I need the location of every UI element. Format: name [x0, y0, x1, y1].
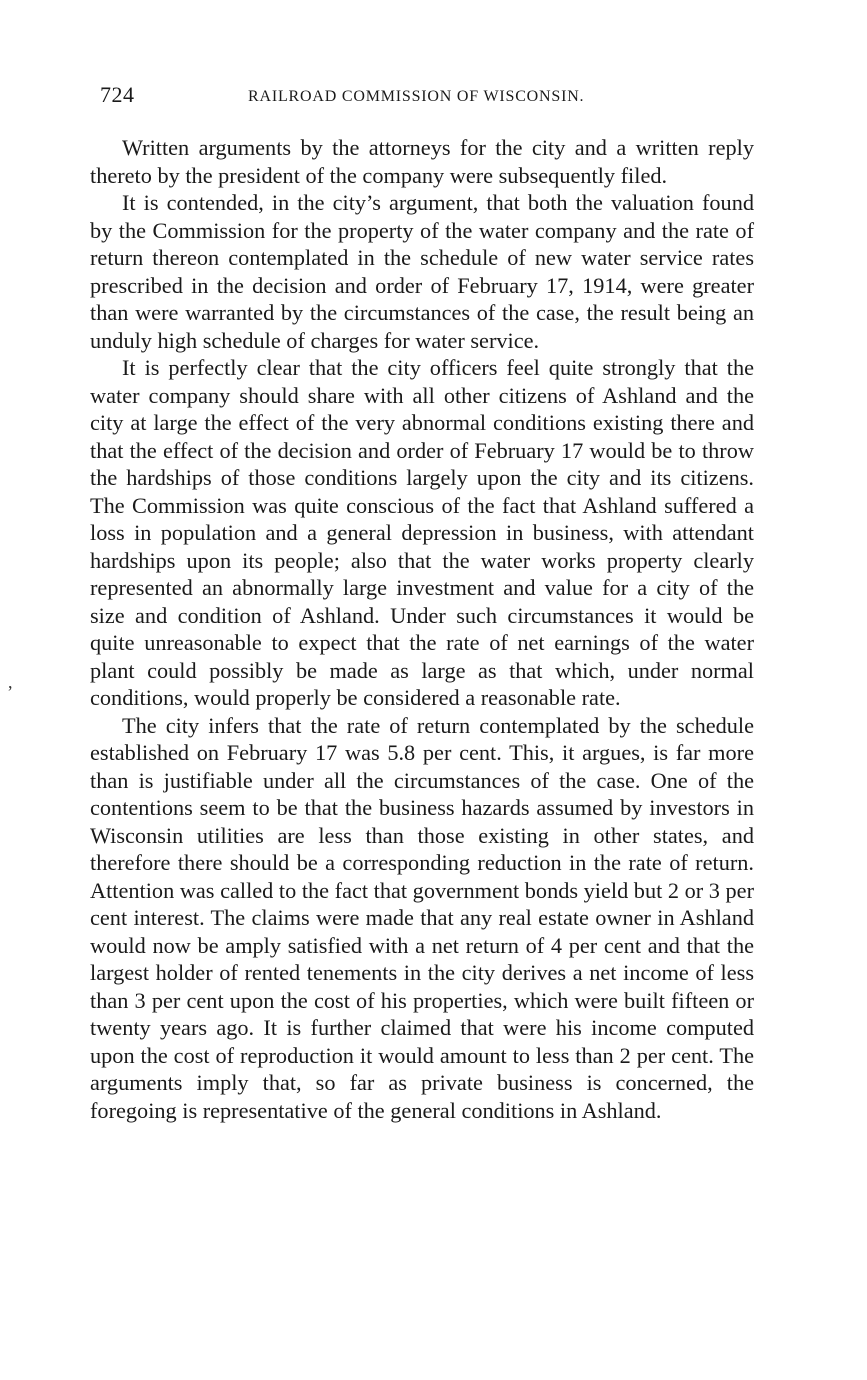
margin-mark: , — [8, 672, 13, 692]
page-header — [100, 82, 752, 112]
running-head: RAILROAD COMMISSION OF WISCONSIN. — [248, 88, 585, 105]
paragraph-2: It is contended, in the city’s argument, that both the valuation found by the Commission for the property of the water company and the rate of return thereon contemplated in the schedule of new water service rates prescribed in the decision and order of February 17, 1914, were greater than were warranted by the circumstances of the case, the result being an unduly high schedule of charges for water service. — [90, 190, 754, 353]
body-text — [90, 134, 754, 1124]
page-number: 724 — [100, 82, 135, 107]
paragraph-4: The city infers that the rate of return contemplated by the schedule established on February 17 was 5.8 per cent. This, it argues, is far more than is justifiable under all the circumstances of the case. One of the contentions seem to be that the business hazards assumed by investors in Wisconsin utilities are less than those existing in other states, and therefore there should be a corresponding reduction in the rate of return. Attention was called to the fact that government bonds yield but 2 or 3 per cent interest. The claims were made that any real estate owner in Ashland would now be amply satisfied with a net return of 4 per cent and that the largest holder of rented tenements in the city derives a net income of less than 3 per cent upon the cost of his properties, which were built fifteen or twenty years ago. It is further claimed that were his income computed upon the cost of reproduction it would amount to less than 2 per cent. The arguments imply that, so far as private business is concerned, the foregoing is representative of the general conditions in Ashland. — [90, 712, 754, 1123]
paragraph-3: It is perfectly clear that the city officers feel quite strongly that the water company should share with all other citizens of Ashland and the city at large the effect of the very abnormal conditions existing there and that the effect of the decision and order of February 17 would be to throw the hardships of those conditions largely upon the city and its citizens. The Commission was quite conscious of the fact that Ashland suffered a loss in population and a general depression in business, with attendant hardships upon its people; also that the water works property clearly represented an abnormally large investment and value for a city of the size and condition of Ashland. Under such circumstances it would be quite unreasonable to expect that the rate of net earnings of the water plant could possibly be made as large as that which, under normal conditions, would properly be considered a reasonable rate. — [90, 355, 754, 710]
paragraph-1: Written arguments by the attorneys for the city and a written reply thereto by the president of the company were subsequently filed. — [90, 135, 754, 188]
